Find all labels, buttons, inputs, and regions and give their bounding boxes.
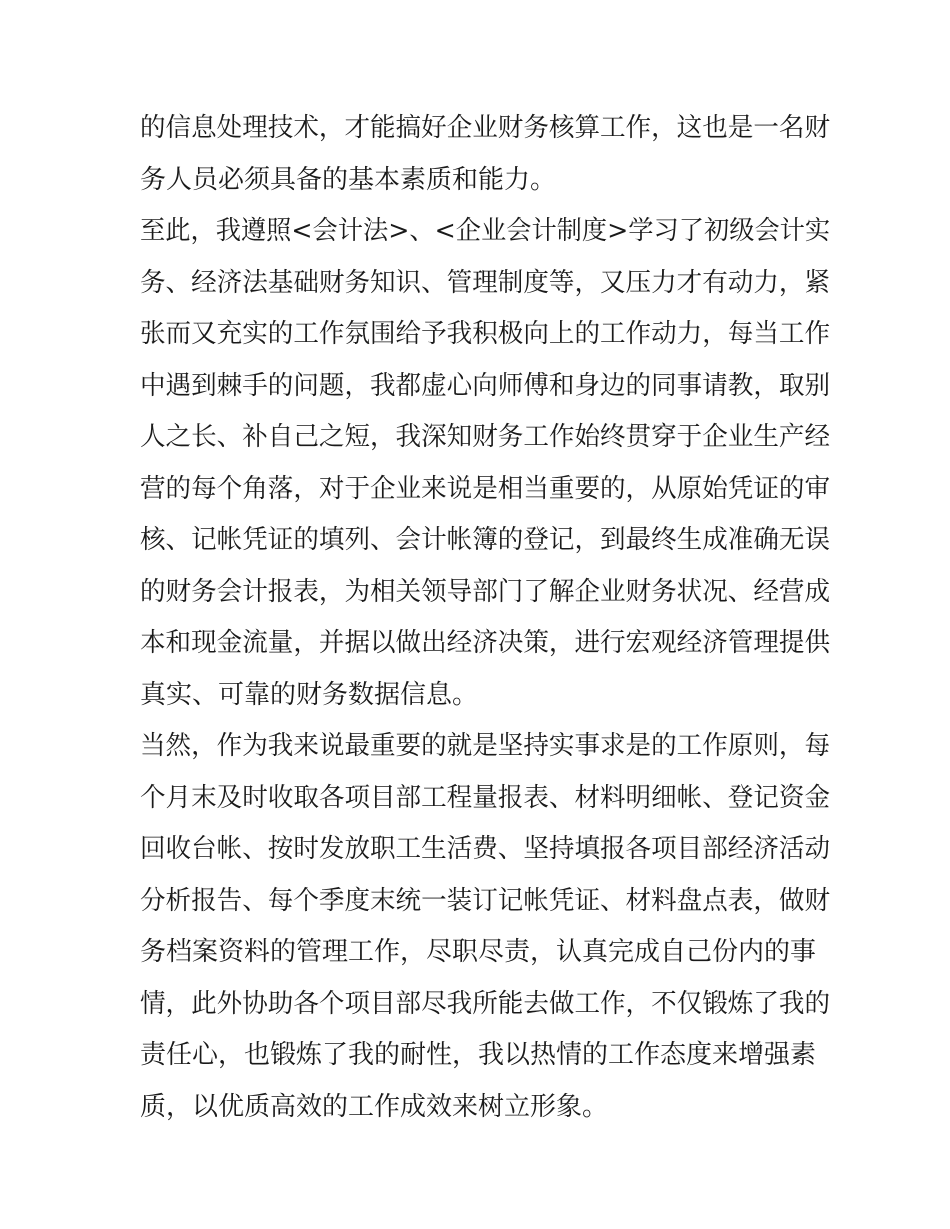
body-text <box>140 103 830 1133</box>
text-line: 个月末及时收取各项目部工程量报表、材料明细帐、登记资金 <box>140 782 831 813</box>
text-line: 人之长、补自己之短，我深知财务工作始终贯穿于企业生产经 <box>140 422 831 452</box>
text-line: 务、经济法基础财务知识、管理制度等，又压力才有动力，紧 <box>140 267 831 298</box>
text-line: 营的每个角落，对于企业来说是相当重要的，从原始凭证的审 <box>140 473 831 504</box>
text-line: 务人员必须具备的基本素质和能力。 <box>140 164 557 195</box>
text-line: 务档案资料的管理工作，尽职尽责，认真完成自己份内的事 <box>140 937 817 967</box>
text-line: 核、记帐凭证的填列、会计帐簿的登记，到最终生成准确无误 <box>140 525 831 555</box>
text-line: 的财务会计报表，为相关领导部门了解企业财务状况、经营成 <box>140 576 831 607</box>
text-line: 当然，作为我来说最重要的就是坚持实事求是的工作原则，每 <box>140 731 831 761</box>
text-line: 情，此外协助各个项目部尽我所能去做工作，不仅锻炼了我的 <box>140 988 831 1019</box>
text-line: 回收台帐、按时发放职工生活费、坚持填报各项目部经济活动 <box>140 834 831 864</box>
text-line: 质，以优质高效的工作成效来树立形象。 <box>140 1091 609 1122</box>
text-line: 张而又充实的工作氛围给予我积极向上的工作动力，每当工作 <box>140 319 831 349</box>
text-line: 的信息处理技术，才能搞好企业财务核算工作，这也是一名财 <box>140 113 831 143</box>
text-line: 真实、可靠的财务数据信息。 <box>140 679 479 710</box>
text-line: 分析报告、每个季度末统一装订记帐凭证、材料盘点表，做财 <box>140 885 831 916</box>
text-line: 本和现金流量，并据以做出经济决策，进行宏观经济管理提供 <box>140 628 831 658</box>
text-line: 至此，我遵照<会计法>、<企业会计制度>学习了初级会计实 <box>140 216 831 246</box>
text-line: 中遇到棘手的问题，我都虚心向师傅和身边的同事请教，取别 <box>140 370 831 401</box>
text-line: 责任心，也锻炼了我的耐性，我以热情的工作态度来增强素 <box>140 1040 817 1070</box>
